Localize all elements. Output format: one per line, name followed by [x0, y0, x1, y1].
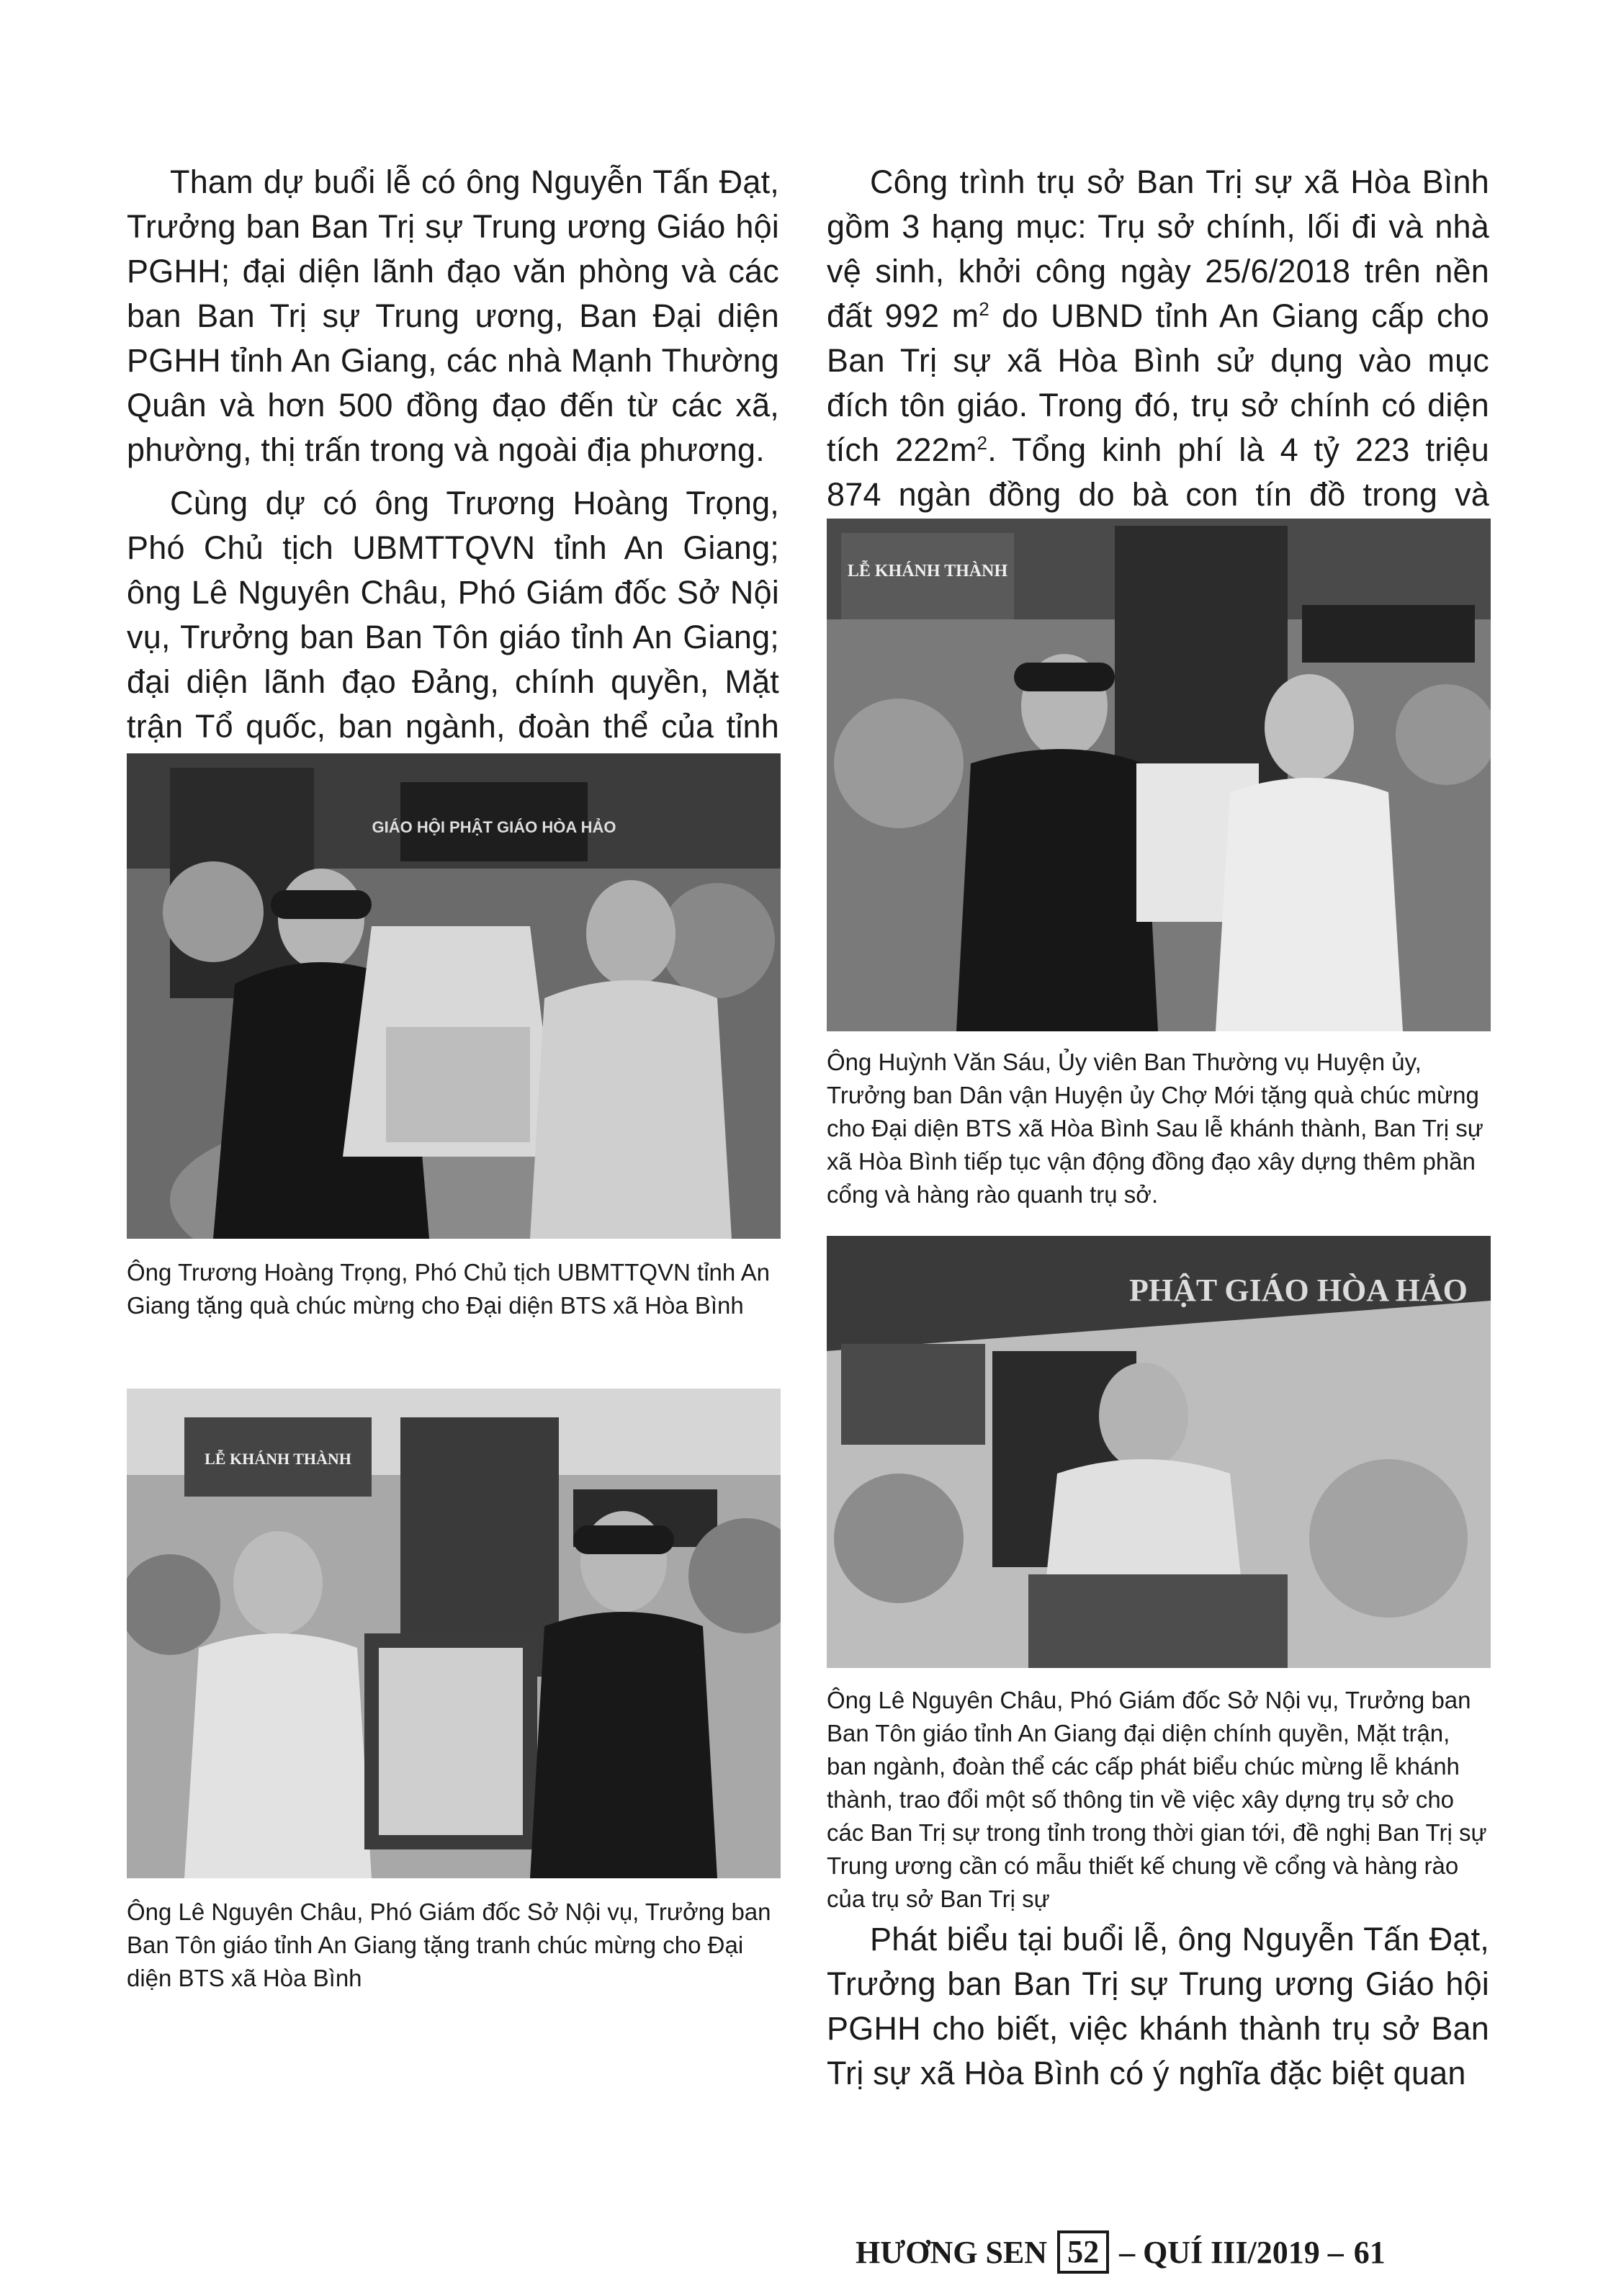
photo3-caption-block: [827, 1046, 1491, 1211]
photo2-caption-block: [127, 1896, 779, 1995]
superscript: 2: [979, 298, 989, 320]
left-column-text: [127, 160, 779, 794]
paragraph-text: . Tổng kinh phí là 4 tỷ 223 triệu 874 ngàn đồng do bà con tín đồ trong và: [827, 431, 1489, 513]
paragraph: Tham dự buổi lễ có ông Nguyễn Tấn Đạt, Trưởng ban Ban Trị sự Trung ương Giáo hội PGHH; đại diện lãnh đạo văn phòng và các ban Ban Trị sự Trung ương, Ban Đại diện PGHH tỉnh An Giang, các nhà Mạnh Thường Quân và hơn 500 đồng đạo đến từ các xã, phường, thị trấn trong và ngoài địa phương.: [127, 163, 779, 468]
paragraph-text: do UBND tỉnh An Giang cấp cho Ban Trị sự xã Hòa Bình sử dụng vào mục đích tôn giáo. Trong đó, trụ sở chính có diện tích 222m: [827, 297, 1489, 468]
paragraph: Cùng dự có ông Trương Hoàng Trọng, Phó Chủ tịch UBMTTQVN tỉnh An Giang; ông Lê Nguyên Châu, Phó Giám đốc Sở Nội vụ, Trưởng ban Ban Tôn giáo tỉnh An Giang; đại diện lãnh đạo Đảng, chính quyền, Mặt trận Tổ quốc, ban ngành, đoàn thể của tỉnh: [127, 485, 779, 745]
photo4-caption-block: [827, 1684, 1491, 1916]
right-column-text: [827, 160, 1489, 562]
paragraph: Phát biểu tại buổi lễ, ông Nguyễn Tấn Đạt, Trưởng ban Ban Trị sự Trung ương Giáo hội PGHH cho biết, việc khánh thành trụ sở Ban Trị sự xã Hòa Bình có ý nghĩa đặc biệt quan: [827, 1921, 1489, 2091]
right-closing-text: [827, 1917, 1489, 2096]
sign-text: GIÁO HỘI PHẬT GIÁO HÒA HẢO: [372, 818, 616, 836]
photo-certificate-gift: [827, 519, 1491, 1031]
banner-text: LỄ KHÁNH THÀNH: [847, 562, 1008, 580]
magazine-title: HƯƠNG SEN: [856, 2234, 1048, 2270]
photo-gift-basket: [127, 753, 781, 1239]
photo-speaker-podium: [827, 1236, 1491, 1668]
page-footer: [856, 2227, 1547, 2277]
issue-number: 52: [1057, 2230, 1109, 2274]
superscript: 2: [977, 432, 988, 454]
banner-text: LỄ KHÁNH THÀNH: [205, 1450, 351, 1468]
photo1-caption-block: [127, 1256, 779, 1322]
issue-quarter: – QUÍ III/2019 –: [1119, 2234, 1344, 2270]
photo-caption: Ông Lê Nguyên Châu, Phó Giám đốc Sở Nội vụ, Trưởng ban Ban Tôn giáo tỉnh An Giang tặng tranh chúc mừng cho Đại diện BTS xã Hòa Bình: [127, 1898, 771, 1991]
photo-painting-gift: [127, 1389, 781, 1878]
paragraph-text: Công trình trụ sở Ban Trị sự xã Hòa Bình gồm 3 hạng mục: Trụ sở chính, lối đi và nhà vệ sinh, khởi công ngày 25/6/2018 trên nền đất 992 m: [827, 163, 1489, 334]
roof-text: PHẬT GIÁO HÒA HẢO: [1129, 1273, 1468, 1308]
page-number: 61: [1353, 2234, 1386, 2270]
photo-caption: Ông Lê Nguyên Châu, Phó Giám đốc Sở Nội vụ, Trưởng ban Ban Tôn giáo tỉnh An Giang đại diện chính quyền, Mặt trận, ban ngành, đoàn thể các cấp phát biểu chúc mừng lễ khánh thành, trao đổi một số thông tin về việc xây dựng trụ sở cho các Ban Trị sự trong tỉnh trong thời gian tới, đề nghị Ban Trị sự Trung ương cần có mẫu thiết kế chung về cổng và hàng rào của trụ sở Ban Trị sự: [827, 1687, 1487, 1912]
photo-caption: Ông Huỳnh Văn Sáu, Ủy viên Ban Thường vụ Huyện ủy, Trưởng ban Dân vận Huyện ủy Chợ Mới tặng quà chúc mừng cho Đại diện BTS xã Hòa Bình Sau lễ khánh thành, Ban Trị sự xã Hòa Bình tiếp tục vận động đồng đạo xây dựng thêm phần cổng và hàng rào quanh trụ sở.: [827, 1049, 1483, 1208]
paragraph: [827, 160, 1489, 562]
photo-caption: Ông Trương Hoàng Trọng, Phó Chủ tịch UBMTTQVN tỉnh An Giang tặng quà chúc mừng cho Đại diện BTS xã Hòa Bình: [127, 1259, 770, 1319]
